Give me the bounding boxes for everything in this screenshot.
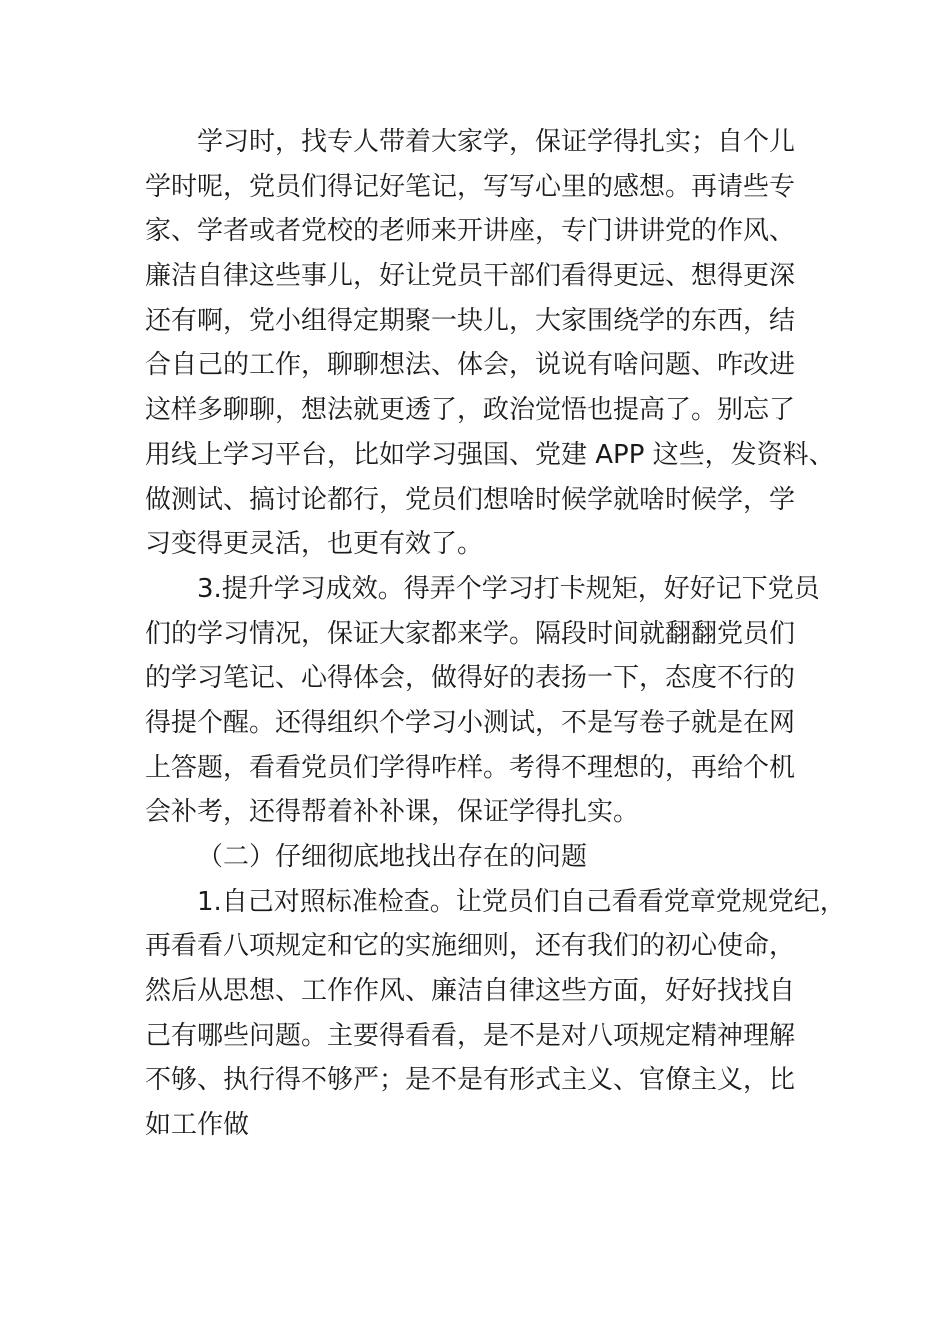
paragraph-line: 家、学者或者党校的老师来开讲座，专门讲讲党的作风、 [145,216,796,247]
paragraph-line: 做测试、搞讨论都行，党员们想啥时候学就啥时候学，学 [145,484,796,515]
paragraph-line: 会补考，还得帮着补补课，保证学得扎实。 [145,797,640,828]
paragraph-line: 学时呢，党员们得记好笔记，写写心里的感想。再请些专 [145,171,796,202]
paragraph-line: 然后从思想、工作作风、廉洁自律这些方面，好好找找自 [145,976,796,1007]
paragraph-line: 如工作做 [145,1110,250,1141]
paragraph-line: 得提个醒。还得组织个学习小测试，不是写卷子就是在网 [145,707,796,738]
paragraph-line: 上答题，看看党员们学得咋样。考得不理想的，再给个机 [145,752,796,783]
paragraph-line: 再看看八项规定和它的实施细则，还有我们的初心使命， [145,931,796,962]
paragraph-line: 用线上学习平台，比如学习强国、党建 APP 这些，发资料、 [145,439,835,470]
paragraph-line: 1.自己对照标准检查。让党员们自己看看党章党规党纪， [197,886,846,917]
paragraph-line: 己有哪些问题。主要得看看，是不是对八项规定精神理解 [145,1020,796,1051]
paragraph-line: 的学习笔记、心得体会，做得好的表扬一下，态度不行的 [145,663,796,694]
paragraph-line: 学习时，找专人带着大家学，保证学得扎实；自个儿 [197,127,796,157]
paragraph-line: 3.提升学习成效。得弄个学习打卡规矩，好好记下党员 [197,573,820,604]
paragraph-line: 还有啊，党小组得定期聚一块儿，大家围绕学的东西，结 [145,305,796,336]
paragraph-line: 习变得更灵活，也更有效了。 [145,529,484,560]
paragraph-line: 不够、执行得不够严；是不是有形式主义、官僚主义，比 [145,1065,796,1096]
body-text [145,120,846,1148]
paragraph-line: 廉洁自律这些事儿，好让党员干部们看得更远、想得更深 [145,261,796,292]
section-heading: （二）仔细彻底地找出存在的问题 [197,842,588,872]
paragraph-line: 这样多聊聊，想法就更透了，政治觉悟也提高了。别忘了 [145,395,796,426]
paragraph-line: 们的学习情况，保证大家都来学。隔段时间就翻翻党员们 [145,618,796,649]
paragraph-line: 合自己的工作，聊聊想法、体会，说说有啥问题、咋改进 [145,350,796,381]
